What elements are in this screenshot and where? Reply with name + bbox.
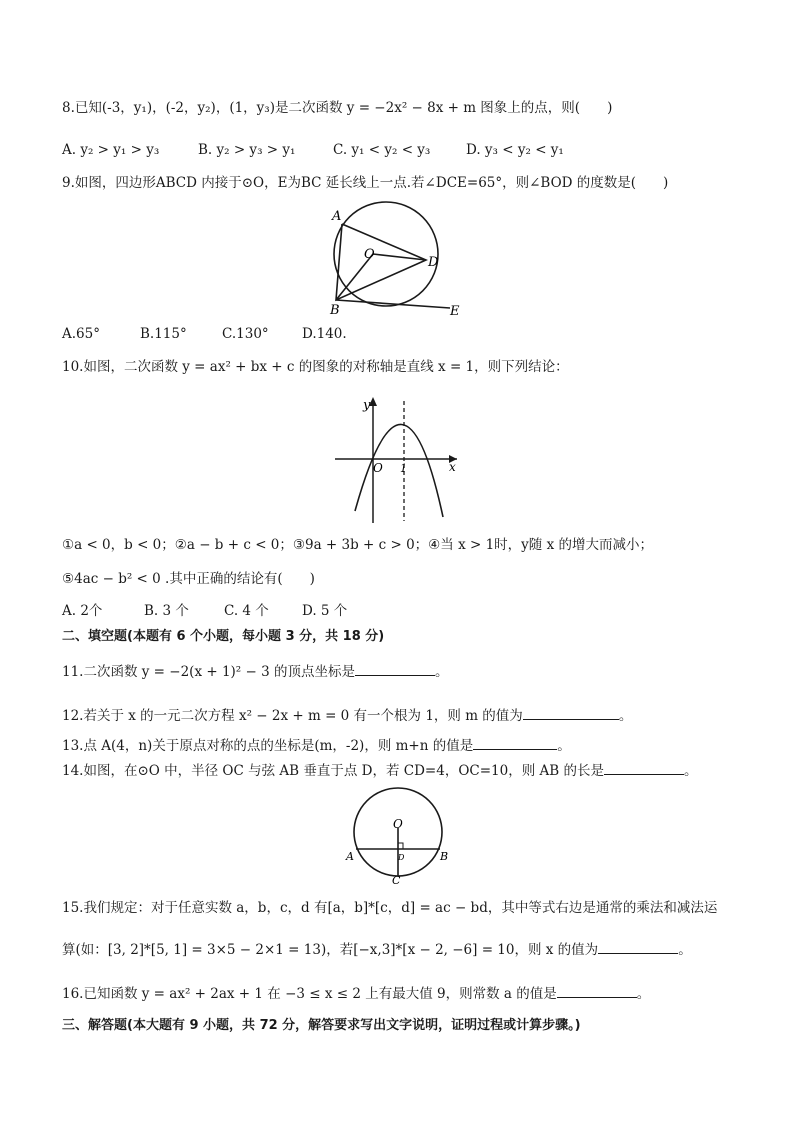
q15-end: 。 — [678, 942, 692, 958]
q9-label-a: A — [332, 209, 342, 224]
section-3-heading: 三、解答题(本大题有 9 小题，共 72 分，解答要求写出文字说明，证明过程或计算步骤。) — [62, 1018, 581, 1033]
q12-answer-blank[interactable] — [523, 705, 619, 720]
q10-label-y: y — [363, 398, 371, 413]
q10-option-c: C. 4 个 — [224, 603, 269, 619]
q12-end: 。 — [618, 708, 633, 724]
q8-option-b: B. y₂ > y₃ > y₁ — [198, 142, 296, 158]
q8-option-d: D. y₃ < y₂ < y₁ — [466, 142, 564, 158]
q13-text: 13.点 A(4，n)关于原点对称的点的坐标是(m，-2)，则 m+n 的值是 — [62, 738, 474, 754]
q10-option-a: A. 2个 — [62, 603, 103, 619]
q10-option-b: B. 3 个 — [144, 603, 189, 619]
q14-label-d: D — [398, 853, 405, 862]
q11-answer-blank[interactable] — [355, 661, 435, 676]
q14-end: 。 — [683, 763, 698, 779]
q14-line — [62, 760, 697, 780]
q14-label-b: B — [440, 850, 449, 863]
q9-stem: 9.如图，四边形ABCD 内接于⊙O，E为BC 延长线上一点.若∠DCE=65°，则∠BOD 的度数是( ) — [62, 175, 669, 191]
q12-text: 12.若关于 x 的一元二次方程 x² − 2x + m = 0 有一个根为 1，则 m 的值为 — [62, 708, 523, 724]
q10-figure-parabola — [333, 393, 463, 528]
q10-label-one: 1 — [400, 462, 407, 475]
q9-label-o: O — [364, 247, 375, 262]
q8-option-c: C. y₁ < y₂ < y₃ — [333, 142, 431, 158]
q15-line1: 15.我们规定：对于任意实数 a，b，c，d 有[a，b]*[c，d] = ac − bd，其中等式右边是通常的乘法和减法运 — [62, 900, 718, 916]
q12-line — [62, 705, 632, 725]
q9-option-a: A.65° — [62, 326, 100, 342]
q14-label-a: A — [346, 850, 354, 863]
q15-line2 — [62, 939, 692, 959]
q11-text: 11.二次函数 y = −2(x + 1)² − 3 的顶点坐标是 — [62, 664, 355, 680]
q10-conclusions-line2: ⑤4ac − b² < 0 .其中正确的结论有( ) — [62, 571, 315, 587]
q10-stem: 10.如图，二次函数 y = ax² + bx + c 的图象的对称轴是直线 x = 1，则下列结论： — [62, 359, 569, 375]
q10-conclusions-line1: ①a < 0，b < 0；②a − b + c < 0；③9a + 3b + c > 0；④当 x > 1时，y随 x 的增大而减小； — [62, 537, 654, 553]
q9-option-d: D.140. — [302, 326, 347, 342]
q14-label-c: C — [392, 874, 401, 886]
q14-label-o: O — [393, 817, 403, 831]
q8-stem: 8.已知(-3，y₁)，(-2，y₂)，(1，y₃)是二次函数 y = −2x² − 8x + m 图象上的点，则( ) — [62, 100, 613, 116]
q9-option-c: C.130° — [222, 326, 269, 342]
q16-text: 16.已知函数 y = ax² + 2ax + 1 在 −3 ≤ x ≤ 2 上有最大值 9，则常数 a 的值是 — [62, 986, 557, 1002]
q9-label-e: E — [450, 304, 460, 319]
q15-text: 算(如：[3, 2]*[5, 1] = 3×5 − 2×1 = 13)，若[−x,3]*[x − 2, −6] = 10，则 x 的值为 — [62, 942, 599, 958]
q15-answer-blank[interactable] — [598, 939, 678, 954]
q16-end: 。 — [636, 986, 651, 1002]
q10-label-x: x — [449, 460, 456, 474]
q14-figure-circle-chord — [344, 786, 454, 886]
q9-label-b: B — [330, 303, 340, 318]
q16-line — [62, 983, 650, 1003]
q14-text: 14.如图，在⊙O 中，半径 OC 与弦 AB 垂直于点 D，若 CD=4，OC=10，则 AB 的长是 — [62, 763, 604, 779]
q8-option-a: A. y₂ > y₁ > y₃ — [62, 142, 160, 158]
q9-figure-circle-quadrilateral — [320, 200, 470, 320]
section-2-heading: 二、填空题(本题有 6 个小题，每小题 3 分，共 18 分) — [62, 629, 385, 644]
q16-answer-blank[interactable] — [557, 983, 637, 998]
q10-label-o: O — [373, 461, 383, 475]
q9-option-b: B.115° — [140, 326, 187, 342]
q13-end: 。 — [557, 738, 571, 754]
q9-label-d: D — [428, 255, 439, 270]
q13-line — [62, 735, 571, 755]
q11-line — [62, 661, 449, 681]
q10-option-d: D. 5 个 — [302, 603, 348, 619]
q11-end: 。 — [435, 664, 449, 680]
q13-answer-blank[interactable] — [473, 735, 557, 750]
q14-answer-blank[interactable] — [604, 760, 684, 775]
